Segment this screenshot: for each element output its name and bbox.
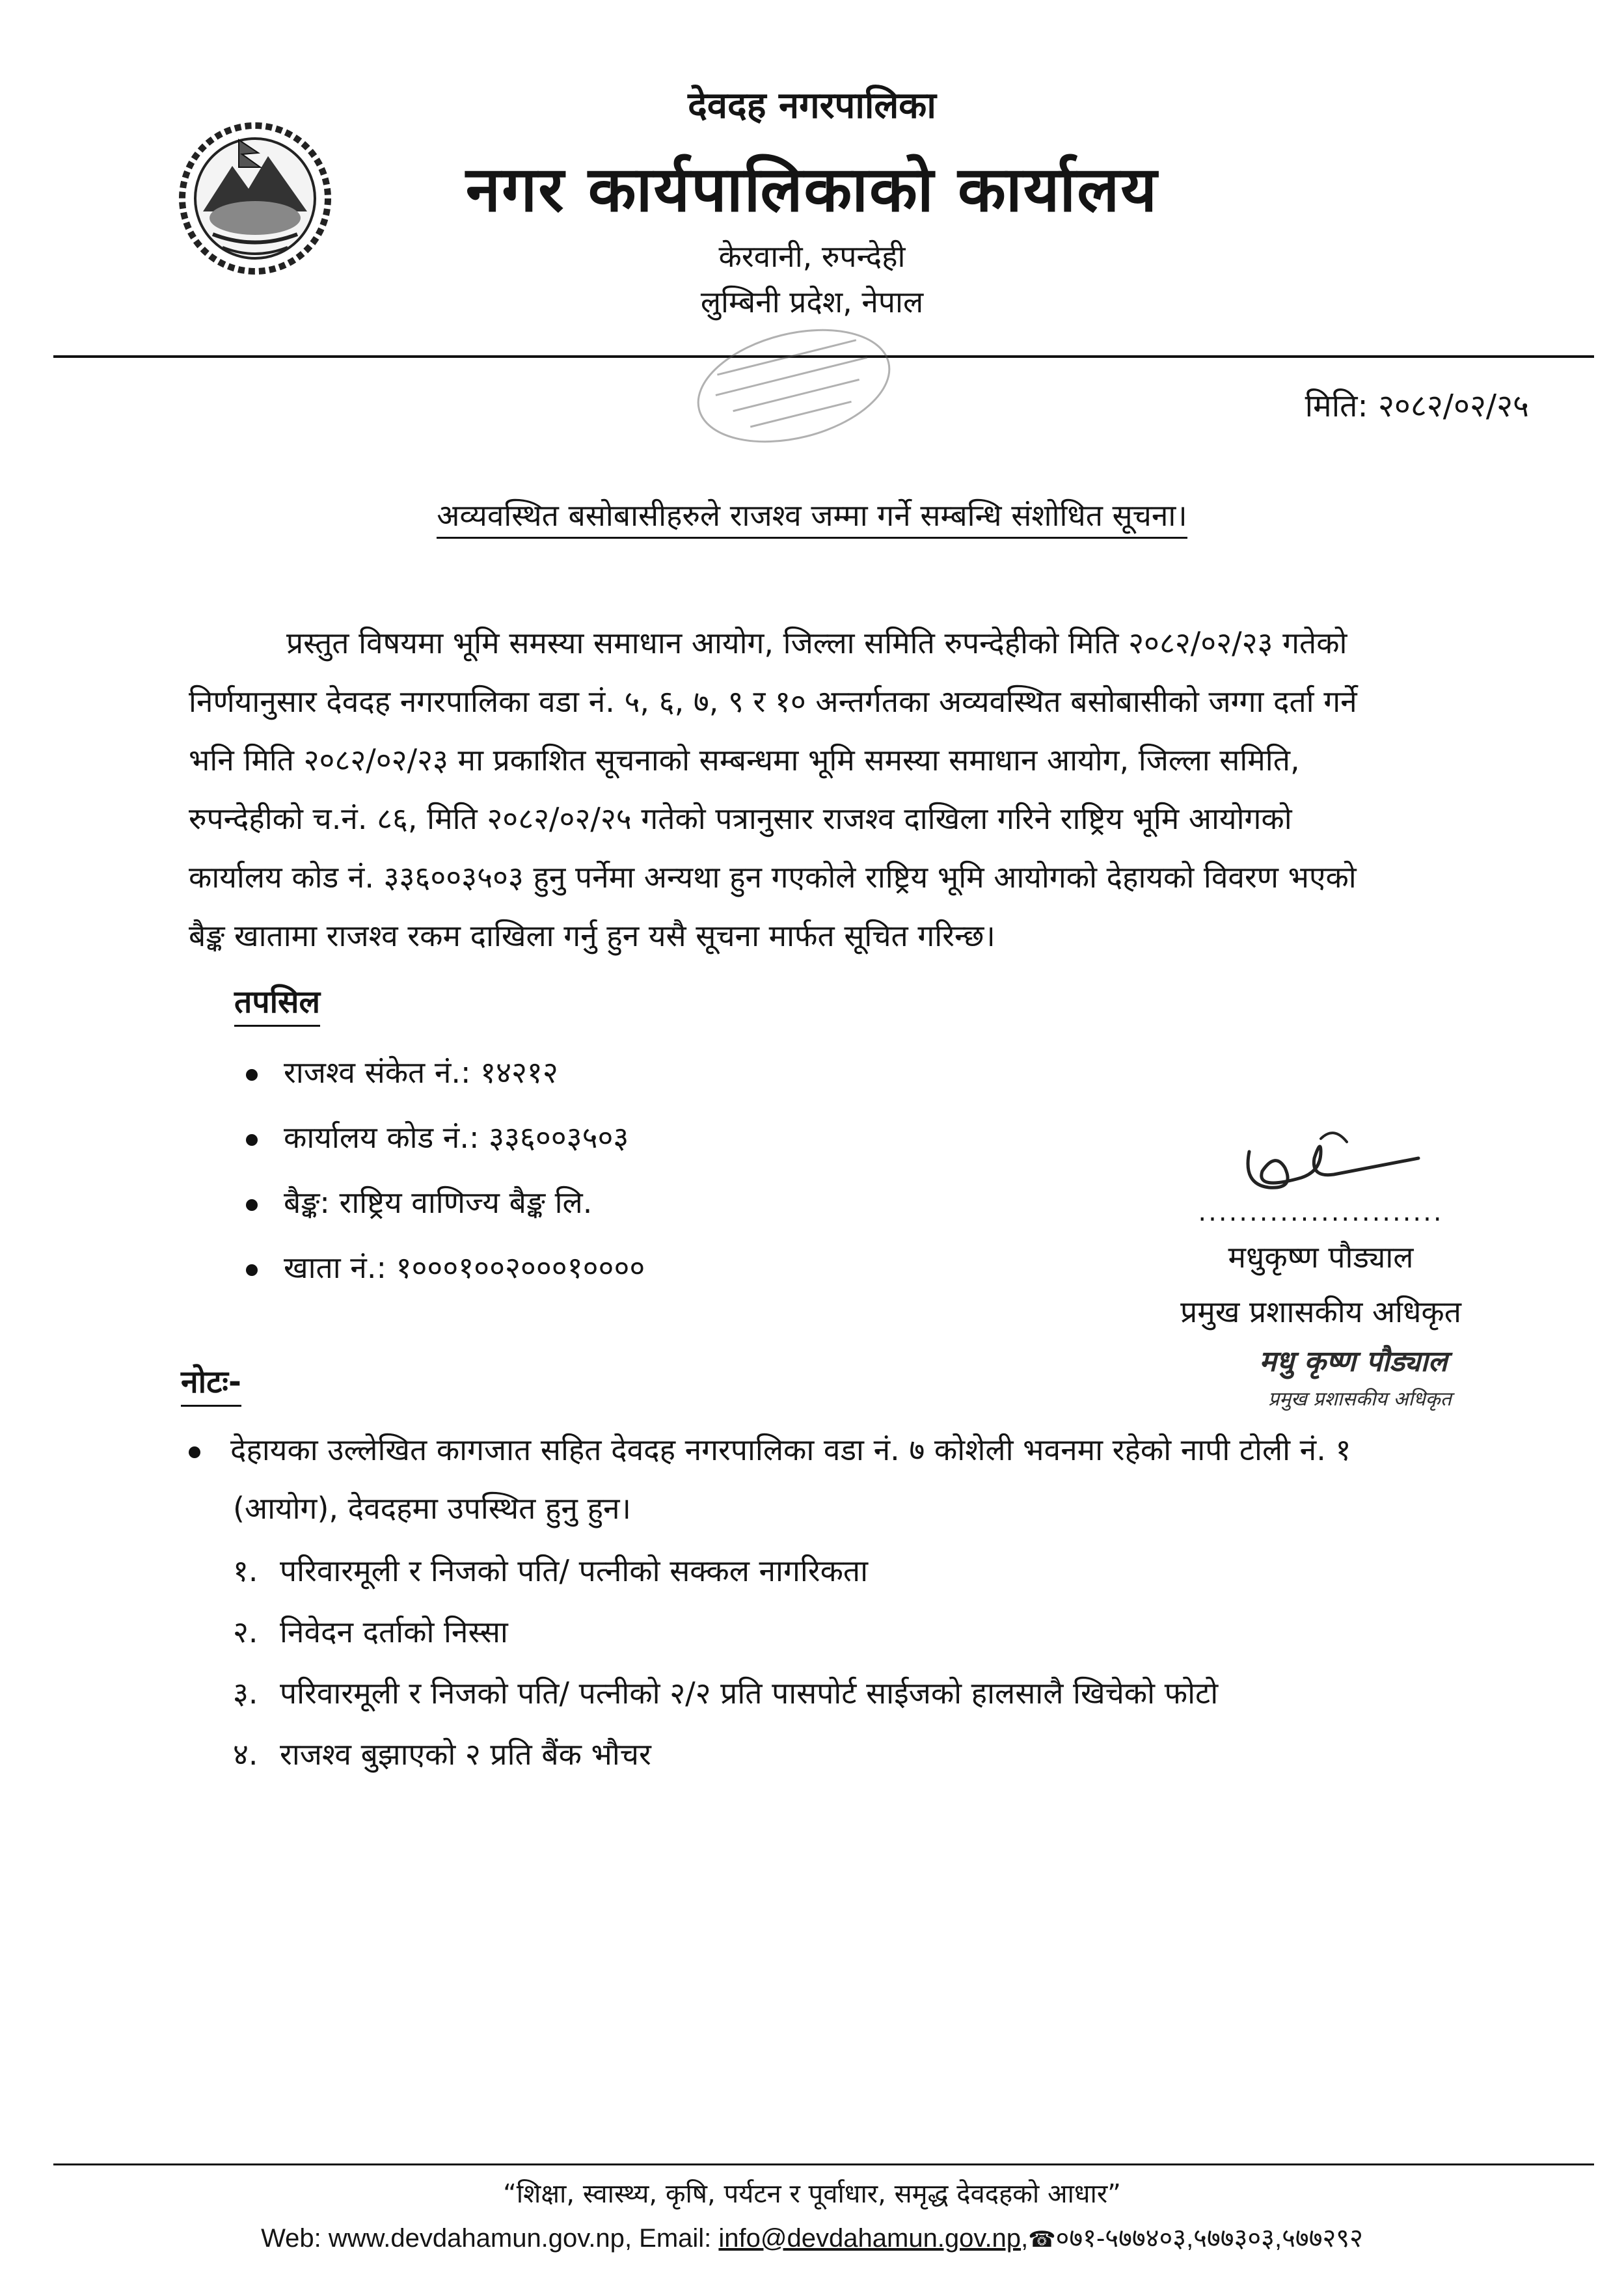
list-item [246, 1117, 629, 1157]
list-item-text: राजश्व बुझाएको २ प्रति बैंक भौचर [280, 1737, 651, 1772]
web-label: Web: [261, 2224, 329, 2253]
contact-separator: , [1021, 2224, 1029, 2253]
paragraph-line: रुपन्देहीको च.नं. ८६, मिति २०८२/०२/२५ गतेको पत्रानुसार राजश्व दाखिला गरिने राष्ट्रिय भूमि आयोगको [189, 801, 1292, 836]
footer-divider [53, 2163, 1594, 2165]
list-item-text: कार्यालय कोड नं.: ३३६००३५०३ [284, 1120, 629, 1155]
tapsil-heading: तपसिल [234, 980, 320, 1027]
list-item-number: २. [233, 1614, 258, 1649]
paragraph-line: निर्णयानुसार देवदह नगरपालिका वडा नं. ५, ६, ७, ९ र १० अन्तर्गतका अव्यवस्थित बसोबासीको जग्गा दर्ता गर्ने [189, 684, 1357, 719]
note-heading: नोटः- [181, 1360, 241, 1407]
office-title: नगर कार्यपालिकाको कार्यालय [465, 153, 1159, 226]
bullet-icon [246, 1264, 258, 1276]
office-seal-stamp [683, 318, 904, 454]
name-stamp: मधु कृष्ण पौड्याल [1259, 1345, 1448, 1378]
paragraph-line: कार्यालय कोड नं. ३३६००३५०३ हुनु पर्नेमा अन्यथा हुन गएकोले राष्ट्रिय भूमि आयोगको देहायको विवरण भएको [189, 860, 1357, 895]
signature-line: ........................ [1198, 1197, 1444, 1227]
list-item-text: परिवारमूली र निजको पति/ पत्नीको सक्कल नागरिकता [280, 1553, 869, 1588]
bullet-icon [189, 1446, 200, 1458]
phone-icon: ☎ [1028, 2227, 1056, 2252]
bullet-icon [246, 1134, 258, 1146]
list-item-number: ४. [233, 1737, 258, 1772]
list-item [246, 1182, 592, 1222]
signatory-title: प्रमुख प्रशासकीय अधिकृत [1180, 1294, 1461, 1329]
footer-motto: “शिक्षा, स्वास्थ्य, कृषि, पर्यटन र पूर्वाधार, समृद्ध देवदहको आधार” [503, 2179, 1121, 2209]
notice-subject-text: अव्यवस्थित बसोबासीहरुले राजश्व जम्मा गर्ने सम्बन्धि संशोधित सूचना। [437, 498, 1187, 539]
website-link[interactable]: www.devdahamun.gov.np [328, 2224, 625, 2253]
paragraph-line: बैङ्क खातामा राजश्व रकम दाखिला गर्नु हुन यसै सूचना मार्फत सूचित गरिन्छ। [189, 918, 995, 953]
list-item [246, 1051, 558, 1092]
handwritten-signature [1223, 1113, 1431, 1210]
list-item-text: बैङ्क: राष्ट्रिय वाणिज्य बैङ्क लि. [284, 1185, 593, 1220]
note-text-line: (आयोग), देवदहमा उपस्थित हुनु हुन। [233, 1491, 631, 1526]
email-label: , Email: [624, 2224, 719, 2253]
list-item-text: राजश्व संकेत नं.: १४२१२ [284, 1055, 558, 1090]
office-province: लुम्बिनी प्रदेश, नेपाल [700, 284, 924, 319]
list-item-text: खाता नं.: १०००१००२०००१०००० [284, 1250, 645, 1285]
notice-date: मिति: २०८२/०२/२५ [1305, 388, 1529, 424]
paragraph-line: प्रस्तुत विषयमा भूमि समस्या समाधान आयोग, जिल्ला समिति रुपन्देहीको मिति २०८२/०२/२३ गतेको [286, 625, 1347, 660]
list-item [233, 1672, 1218, 1713]
list-item [233, 1550, 868, 1590]
list-item-text: परिवारमूली र निजको पति/ पत्नीको २/२ प्रति पासपोर्ट साईजको हालसालै खिचेको फोटो [280, 1675, 1219, 1711]
signatory-name: मधुकृष्ण पौड्याल [1228, 1240, 1414, 1275]
name-stamp-title: प्रमुख प्रशासकीय अधिकृत [1268, 1388, 1452, 1411]
list-item-number: १. [233, 1553, 258, 1588]
list-item [233, 1733, 651, 1774]
office-location: केरवानी, रुपन्देही [718, 239, 906, 274]
paragraph-line: भनि मिति २०८२/०२/२३ मा प्रकाशित सूचनाको सम्बन्धमा भूमि समस्या समाधान आयोग, जिल्ला समिति, [189, 742, 1300, 778]
bullet-icon [246, 1199, 258, 1211]
municipality-name: देवदह नगरपालिका [688, 85, 936, 127]
list-item [246, 1247, 645, 1287]
note-text-line: देहायका उल्लेखित कागजात सहित देवदह नगरपालिका वडा नं. ७ कोशेली भवनमा रहेको नापी टोली नं. १ [230, 1432, 1351, 1467]
list-item [233, 1611, 508, 1651]
note-text [189, 1429, 1351, 1469]
footer-contact [0, 2219, 1624, 2255]
notice-subject [0, 495, 1624, 535]
list-item-number: ३. [233, 1675, 258, 1711]
list-item-text: निवेदन दर्ताको निस्सा [280, 1614, 508, 1649]
bullet-icon [246, 1069, 258, 1081]
email-link[interactable]: info@devdahamun.gov.np [718, 2224, 1022, 2253]
phone-numbers: ०७१-५७७४०३,५७७३०३,५७७२९२ [1055, 2224, 1363, 2253]
